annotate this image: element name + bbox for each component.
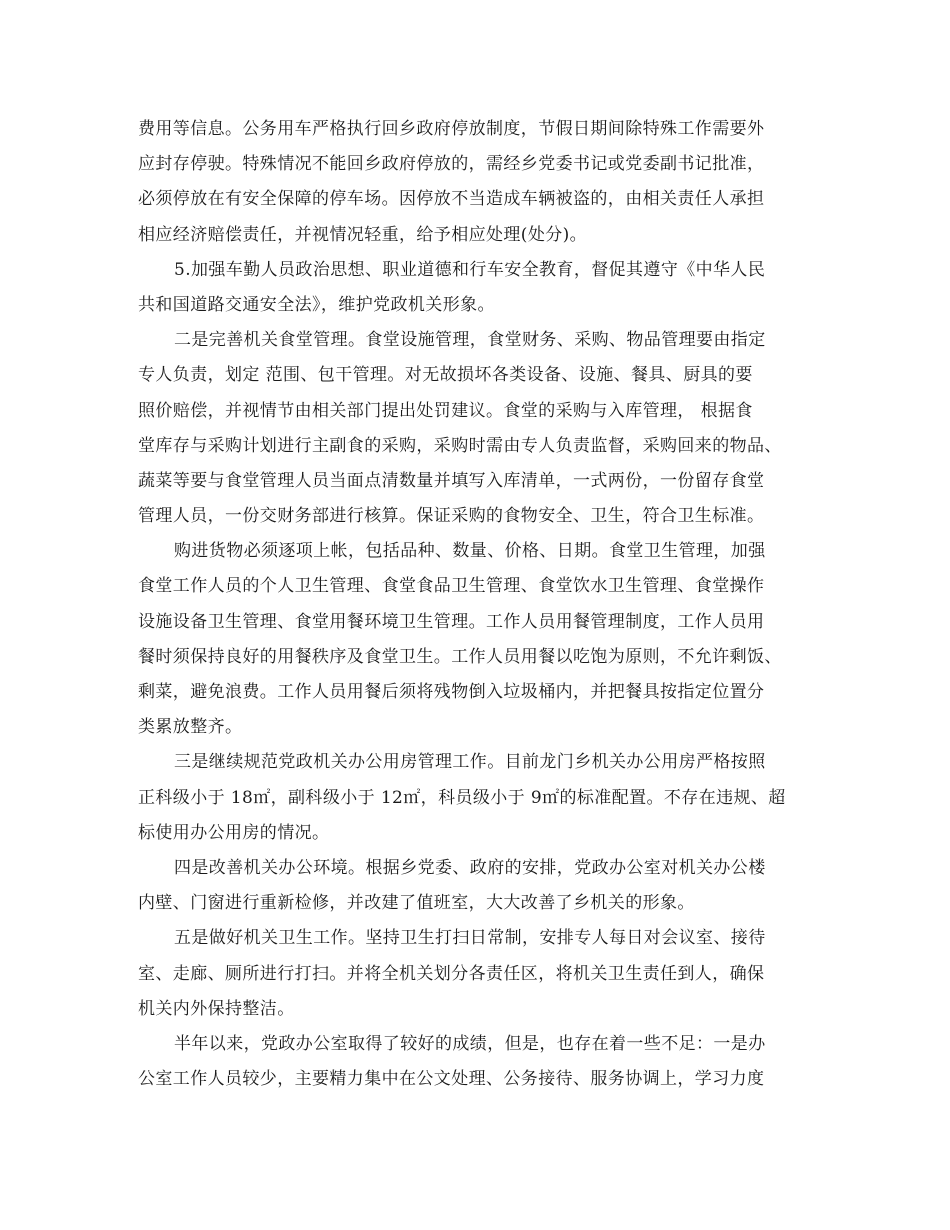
text-line: 标使用办公用房的情况。 xyxy=(138,822,330,843)
text-line: 必须停放在有安全保障的停车场。因停放不当造成车辆被盗的，由相关责任人承担 xyxy=(138,189,765,210)
paragraph-first-line: 5.加强车勤人员政治思想、职业道德和行车安全教育，督促其遵守《中华人民 xyxy=(174,259,766,280)
document-body xyxy=(138,112,818,1097)
text-line: 室、走廊、厕所进行打扫。并将全机关划分各责任区，将机关卫生责任到人，确保 xyxy=(138,963,765,984)
text-line: 应封存停驶。特殊情况不能回乡政府停放的，需经乡党委书记或党委副书记批准， xyxy=(138,154,765,175)
paragraph-first-line: 二是完善机关食堂管理。食堂设施管理，食堂财务、采购、物品管理要由指定 xyxy=(174,330,766,351)
text-line: 餐时须保持良好的用餐秩序及食堂卫生。工作人员用餐以吃饱为原则，不允许剩饭、 xyxy=(138,646,782,667)
text-line: 相应经济赔偿责任，并视情况轻重，给予相应处理(处分)。 xyxy=(138,224,588,245)
text-line: 管理人员，一份交财务部进行核算。保证采购的食物安全、卫生，符合卫生标准。 xyxy=(138,506,765,527)
text-line: 内壁、门窗进行重新检修，并改建了值班室，大大改善了乡机关的形象。 xyxy=(138,893,695,914)
text-line: 费用等信息。公务用车严格执行回乡政府停放制度，节假日期间除特殊工作需要外 xyxy=(138,119,765,139)
text-line: 剩菜，避免浪费。工作人员用餐后须将残物倒入垃圾桶内，并把餐具按指定位置分 xyxy=(138,682,765,702)
text-line: 蔬菜等要与食堂管理人员当面点清数量并填写入库清单，一式两份，一份留存食堂 xyxy=(138,470,765,491)
text-line: 正科级小于 18㎡，副科级小于 12㎡，科员级小于 9㎡的标准配置。不存在违规、超 xyxy=(138,787,786,808)
text-line: 机关内外保持整洁。 xyxy=(138,998,295,1019)
paragraph-first-line: 四是改善机关办公环境。根据乡党委、政府的安排，党政办公室对机关办公楼 xyxy=(174,857,766,878)
text-line: 设施设备卫生管理、食堂用餐环境卫生管理。工作人员用餐管理制度，工作人员用 xyxy=(138,611,765,632)
paragraph-first-line: 半年以来，党政办公室取得了较好的成绩，但是，也存在着一些不足：一是办 xyxy=(174,1033,766,1054)
text-line: 堂库存与采购计划进行主副食的采购，采购时需由专人负责监督，采购回来的物品、 xyxy=(138,435,782,456)
paragraph-first-line: 三是继续规范党政机关办公用房管理工作。目前龙门乡机关办公用房严格按照 xyxy=(174,752,766,773)
text-line: 食堂工作人员的个人卫生管理、食堂食品卫生管理、食堂饮水卫生管理、食堂操作 xyxy=(138,576,765,597)
text-line: 类累放整齐。 xyxy=(138,717,243,738)
text-line: 专人负责，划定 范围、包干管理。对无故损坏各类设备、设施、餐具、厨具的要 xyxy=(138,365,753,386)
text-line: 照价赔偿，并视情节由相关部门提出处罚建议。食堂的采购与入库管理， 根据食 xyxy=(138,400,753,421)
text-line: 公室工作人员较少，主要精力集中在公文处理、公务接待、服务协调上，学习力度 xyxy=(138,1069,765,1090)
text-line: 共和国道路交通安全法》，维护党政机关形象。 xyxy=(138,294,495,315)
paragraph-first-line: 购进货物必须逐项上帐，包括品种、数量、价格、日期。食堂卫生管理，加强 xyxy=(174,541,766,562)
paragraph-first-line: 五是做好机关卫生工作。坚持卫生打扫日常制，安排专人每日对会议室、接待 xyxy=(174,928,766,949)
